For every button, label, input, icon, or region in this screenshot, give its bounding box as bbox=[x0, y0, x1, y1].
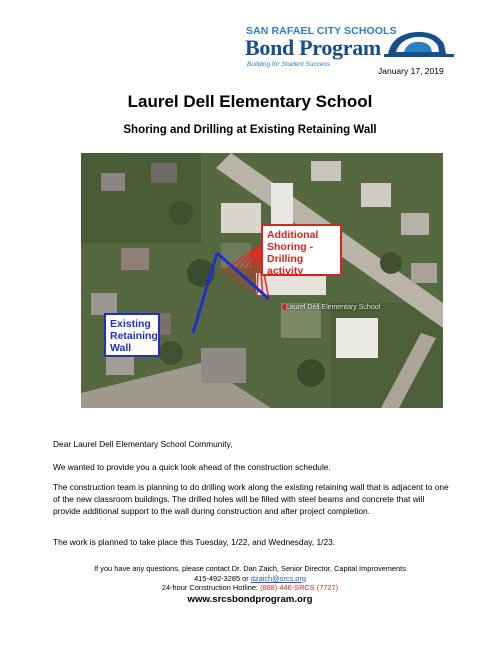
map-place-label: Laurel Dell Elementary School bbox=[286, 304, 381, 311]
shoring-callout-line: Shoring - bbox=[267, 241, 314, 253]
letter-paragraph: The work is planned to take place this Tuesday, 1/22, and Wednesday, 1/23. bbox=[53, 537, 336, 547]
tagline: Building for Student Success bbox=[247, 61, 331, 68]
shoring-callout bbox=[261, 224, 342, 276]
hotline-label: 24-hour Construction Hotline: bbox=[161, 583, 258, 593]
letter-paragraph: The construction team is planning to do drilling work along the existing retaining wall that is adjacent to one of the new classroom buildings. The drilled holes will be filled with steel beams and concrete that will provide additional support to the wall during construction and after project completion. bbox=[53, 482, 449, 516]
phone-text: 415-492-3285 or bbox=[194, 573, 249, 583]
wall-callout-line: Wall bbox=[110, 342, 132, 354]
letter-salutation: Dear Laurel Dell Elementary School Community, bbox=[53, 439, 233, 449]
phone-email-line bbox=[0, 574, 500, 584]
contact-line: If you have any questions, please contact Dr. Dan Zaich, Senior Director, Capital Improvements bbox=[94, 564, 406, 573]
email-link[interactable]: dzaich@srcs.org bbox=[250, 573, 306, 583]
aerial-map-image bbox=[81, 153, 443, 408]
hotline-line bbox=[0, 583, 500, 593]
program-name: Bond Program bbox=[245, 35, 381, 60]
retaining-wall-callout bbox=[104, 313, 160, 357]
contact-footer bbox=[0, 564, 500, 606]
letter-date: January 17, 2019 bbox=[378, 66, 444, 76]
bond-program-logo bbox=[246, 25, 456, 67]
shoring-callout-line: Additional bbox=[267, 229, 319, 241]
wall-callout-line: Retaining bbox=[110, 330, 158, 342]
page-title: Laurel Dell Elementary School bbox=[127, 92, 373, 111]
aerial-photo bbox=[81, 153, 443, 408]
hotline-number: (888) 446-SRCS (7727) bbox=[260, 583, 339, 593]
shoring-callout-line: Drilling bbox=[267, 253, 304, 265]
wall-callout-line: Existing bbox=[110, 318, 151, 330]
website-link[interactable]: www.srcsbondprogram.org bbox=[187, 593, 313, 605]
shoring-callout-line: activity bbox=[267, 265, 304, 277]
building-dome-icon bbox=[382, 26, 456, 60]
org-name: SAN RAFAEL CITY SCHOOLS bbox=[246, 25, 397, 37]
page-subtitle: Shoring and Drilling at Existing Retaining Wall bbox=[123, 124, 377, 136]
letter-paragraph: We wanted to provide you a quick look ahead of the construction schedule. bbox=[53, 462, 331, 472]
